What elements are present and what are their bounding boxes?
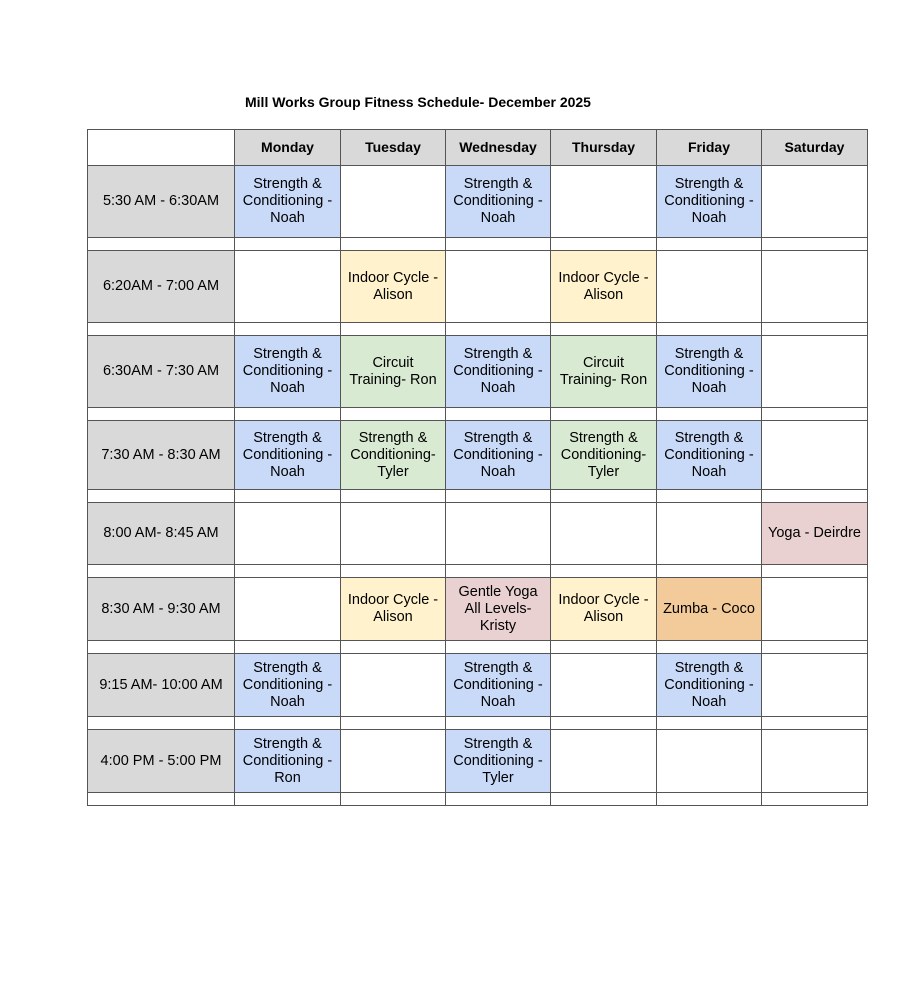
- class-cell: Strength & Conditioning - Noah: [235, 336, 341, 408]
- time-slot-label: 6:30AM - 7:30 AM: [88, 336, 235, 408]
- spacer-cell: [88, 793, 235, 806]
- empty-cell: [762, 654, 868, 717]
- empty-cell: [341, 503, 446, 565]
- corner-cell: [88, 130, 235, 166]
- spacer-cell: [446, 490, 551, 503]
- empty-cell: [762, 730, 868, 793]
- spacer-cell: [88, 641, 235, 654]
- empty-cell: [235, 503, 341, 565]
- spacer-cell: [88, 408, 235, 421]
- empty-cell: [657, 251, 762, 323]
- class-cell: Strength & Conditioning - Noah: [235, 421, 341, 490]
- class-cell: Circuit Training- Ron: [341, 336, 446, 408]
- spacer-cell: [657, 565, 762, 578]
- spacer-cell: [551, 490, 657, 503]
- day-header-friday: Friday: [657, 130, 762, 166]
- spacer-cell: [88, 565, 235, 578]
- spacer-cell: [551, 238, 657, 251]
- empty-cell: [341, 730, 446, 793]
- empty-cell: [762, 421, 868, 490]
- spacer-cell: [762, 565, 868, 578]
- day-header-tuesday: Tuesday: [341, 130, 446, 166]
- class-cell: Strength & Conditioning - Tyler: [446, 730, 551, 793]
- class-cell: Strength & Conditioning - Ron: [235, 730, 341, 793]
- schedule-title: Mill Works Group Fitness Schedule- December 2025: [245, 94, 591, 110]
- day-header-saturday: Saturday: [762, 130, 868, 166]
- schedule-body: [88, 166, 868, 806]
- spacer-cell: [341, 323, 446, 336]
- class-cell: Strength & Conditioning - Noah: [446, 166, 551, 238]
- spacer-cell: [235, 717, 341, 730]
- spacer-row: [88, 565, 868, 578]
- spacer-row: [88, 641, 868, 654]
- class-cell: Strength & Conditioning - Noah: [235, 166, 341, 238]
- day-header-thursday: Thursday: [551, 130, 657, 166]
- schedule-row: [88, 421, 868, 490]
- day-header-wednesday: Wednesday: [446, 130, 551, 166]
- spacer-cell: [762, 323, 868, 336]
- time-slot-label: 8:00 AM- 8:45 AM: [88, 503, 235, 565]
- spacer-cell: [762, 641, 868, 654]
- spacer-cell: [88, 717, 235, 730]
- spacer-cell: [446, 717, 551, 730]
- empty-cell: [341, 654, 446, 717]
- spacer-cell: [551, 793, 657, 806]
- spacer-cell: [446, 641, 551, 654]
- spacer-cell: [235, 323, 341, 336]
- spacer-cell: [657, 793, 762, 806]
- schedule-row: [88, 578, 868, 641]
- schedule-table: [87, 129, 868, 806]
- spacer-cell: [235, 793, 341, 806]
- empty-cell: [551, 730, 657, 793]
- class-cell: Strength & Conditioning - Noah: [446, 654, 551, 717]
- schedule-row: [88, 503, 868, 565]
- class-cell: Gentle Yoga All Levels- Kristy: [446, 578, 551, 641]
- spacer-cell: [551, 641, 657, 654]
- empty-cell: [446, 503, 551, 565]
- class-cell: Strength & Conditioning - Noah: [657, 421, 762, 490]
- spacer-cell: [551, 323, 657, 336]
- spacer-cell: [762, 408, 868, 421]
- spacer-row: [88, 323, 868, 336]
- spacer-cell: [88, 238, 235, 251]
- spacer-cell: [341, 717, 446, 730]
- spacer-cell: [446, 323, 551, 336]
- spacer-cell: [446, 793, 551, 806]
- schedule-row: [88, 251, 868, 323]
- empty-cell: [235, 251, 341, 323]
- spacer-cell: [446, 565, 551, 578]
- empty-cell: [657, 503, 762, 565]
- spacer-cell: [235, 238, 341, 251]
- time-slot-label: 9:15 AM- 10:00 AM: [88, 654, 235, 717]
- class-cell: Indoor Cycle - Alison: [551, 251, 657, 323]
- spacer-cell: [341, 793, 446, 806]
- empty-cell: [341, 166, 446, 238]
- empty-cell: [551, 503, 657, 565]
- schedule-row: [88, 654, 868, 717]
- class-cell: Indoor Cycle - Alison: [341, 578, 446, 641]
- spacer-cell: [657, 490, 762, 503]
- class-cell: Circuit Training- Ron: [551, 336, 657, 408]
- spacer-cell: [235, 641, 341, 654]
- empty-cell: [762, 251, 868, 323]
- time-slot-label: 6:20AM - 7:00 AM: [88, 251, 235, 323]
- empty-cell: [446, 251, 551, 323]
- spacer-cell: [88, 490, 235, 503]
- spacer-row: [88, 717, 868, 730]
- class-cell: Strength & Conditioning- Tyler: [551, 421, 657, 490]
- empty-cell: [551, 166, 657, 238]
- spacer-cell: [235, 565, 341, 578]
- class-cell: Yoga - Deirdre: [762, 503, 868, 565]
- spacer-cell: [341, 490, 446, 503]
- spacer-cell: [341, 408, 446, 421]
- time-slot-label: 7:30 AM - 8:30 AM: [88, 421, 235, 490]
- spacer-cell: [551, 408, 657, 421]
- spacer-cell: [341, 641, 446, 654]
- spacer-cell: [446, 238, 551, 251]
- spacer-cell: [657, 717, 762, 730]
- spacer-cell: [657, 238, 762, 251]
- empty-cell: [235, 578, 341, 641]
- spacer-cell: [341, 565, 446, 578]
- spacer-cell: [341, 238, 446, 251]
- class-cell: Strength & Conditioning - Noah: [235, 654, 341, 717]
- header-row: [88, 130, 868, 166]
- spacer-row: [88, 408, 868, 421]
- empty-cell: [762, 336, 868, 408]
- schedule-row: [88, 730, 868, 793]
- class-cell: Strength & Conditioning - Noah: [446, 421, 551, 490]
- class-cell: Indoor Cycle - Alison: [341, 251, 446, 323]
- spacer-cell: [551, 565, 657, 578]
- schedule-row: [88, 336, 868, 408]
- empty-cell: [762, 166, 868, 238]
- day-header-monday: Monday: [235, 130, 341, 166]
- class-cell: Strength & Conditioning - Noah: [446, 336, 551, 408]
- spacer-cell: [762, 490, 868, 503]
- empty-cell: [551, 654, 657, 717]
- spacer-row: [88, 238, 868, 251]
- class-cell: Strength & Conditioning - Noah: [657, 654, 762, 717]
- spacer-cell: [657, 641, 762, 654]
- spacer-cell: [657, 323, 762, 336]
- spacer-cell: [235, 408, 341, 421]
- spacer-cell: [551, 717, 657, 730]
- schedule-row: [88, 166, 868, 238]
- class-cell: Strength & Conditioning - Noah: [657, 166, 762, 238]
- spacer-row: [88, 490, 868, 503]
- spacer-cell: [235, 490, 341, 503]
- spacer-cell: [762, 717, 868, 730]
- spacer-cell: [657, 408, 762, 421]
- empty-cell: [762, 578, 868, 641]
- time-slot-label: 5:30 AM - 6:30AM: [88, 166, 235, 238]
- class-cell: Strength & Conditioning - Noah: [657, 336, 762, 408]
- spacer-row: [88, 793, 868, 806]
- empty-cell: [657, 730, 762, 793]
- class-cell: Indoor Cycle - Alison: [551, 578, 657, 641]
- spacer-cell: [762, 793, 868, 806]
- spacer-cell: [446, 408, 551, 421]
- class-cell: Strength & Conditioning- Tyler: [341, 421, 446, 490]
- time-slot-label: 8:30 AM - 9:30 AM: [88, 578, 235, 641]
- time-slot-label: 4:00 PM - 5:00 PM: [88, 730, 235, 793]
- spacer-cell: [88, 323, 235, 336]
- class-cell: Zumba - Coco: [657, 578, 762, 641]
- spacer-cell: [762, 238, 868, 251]
